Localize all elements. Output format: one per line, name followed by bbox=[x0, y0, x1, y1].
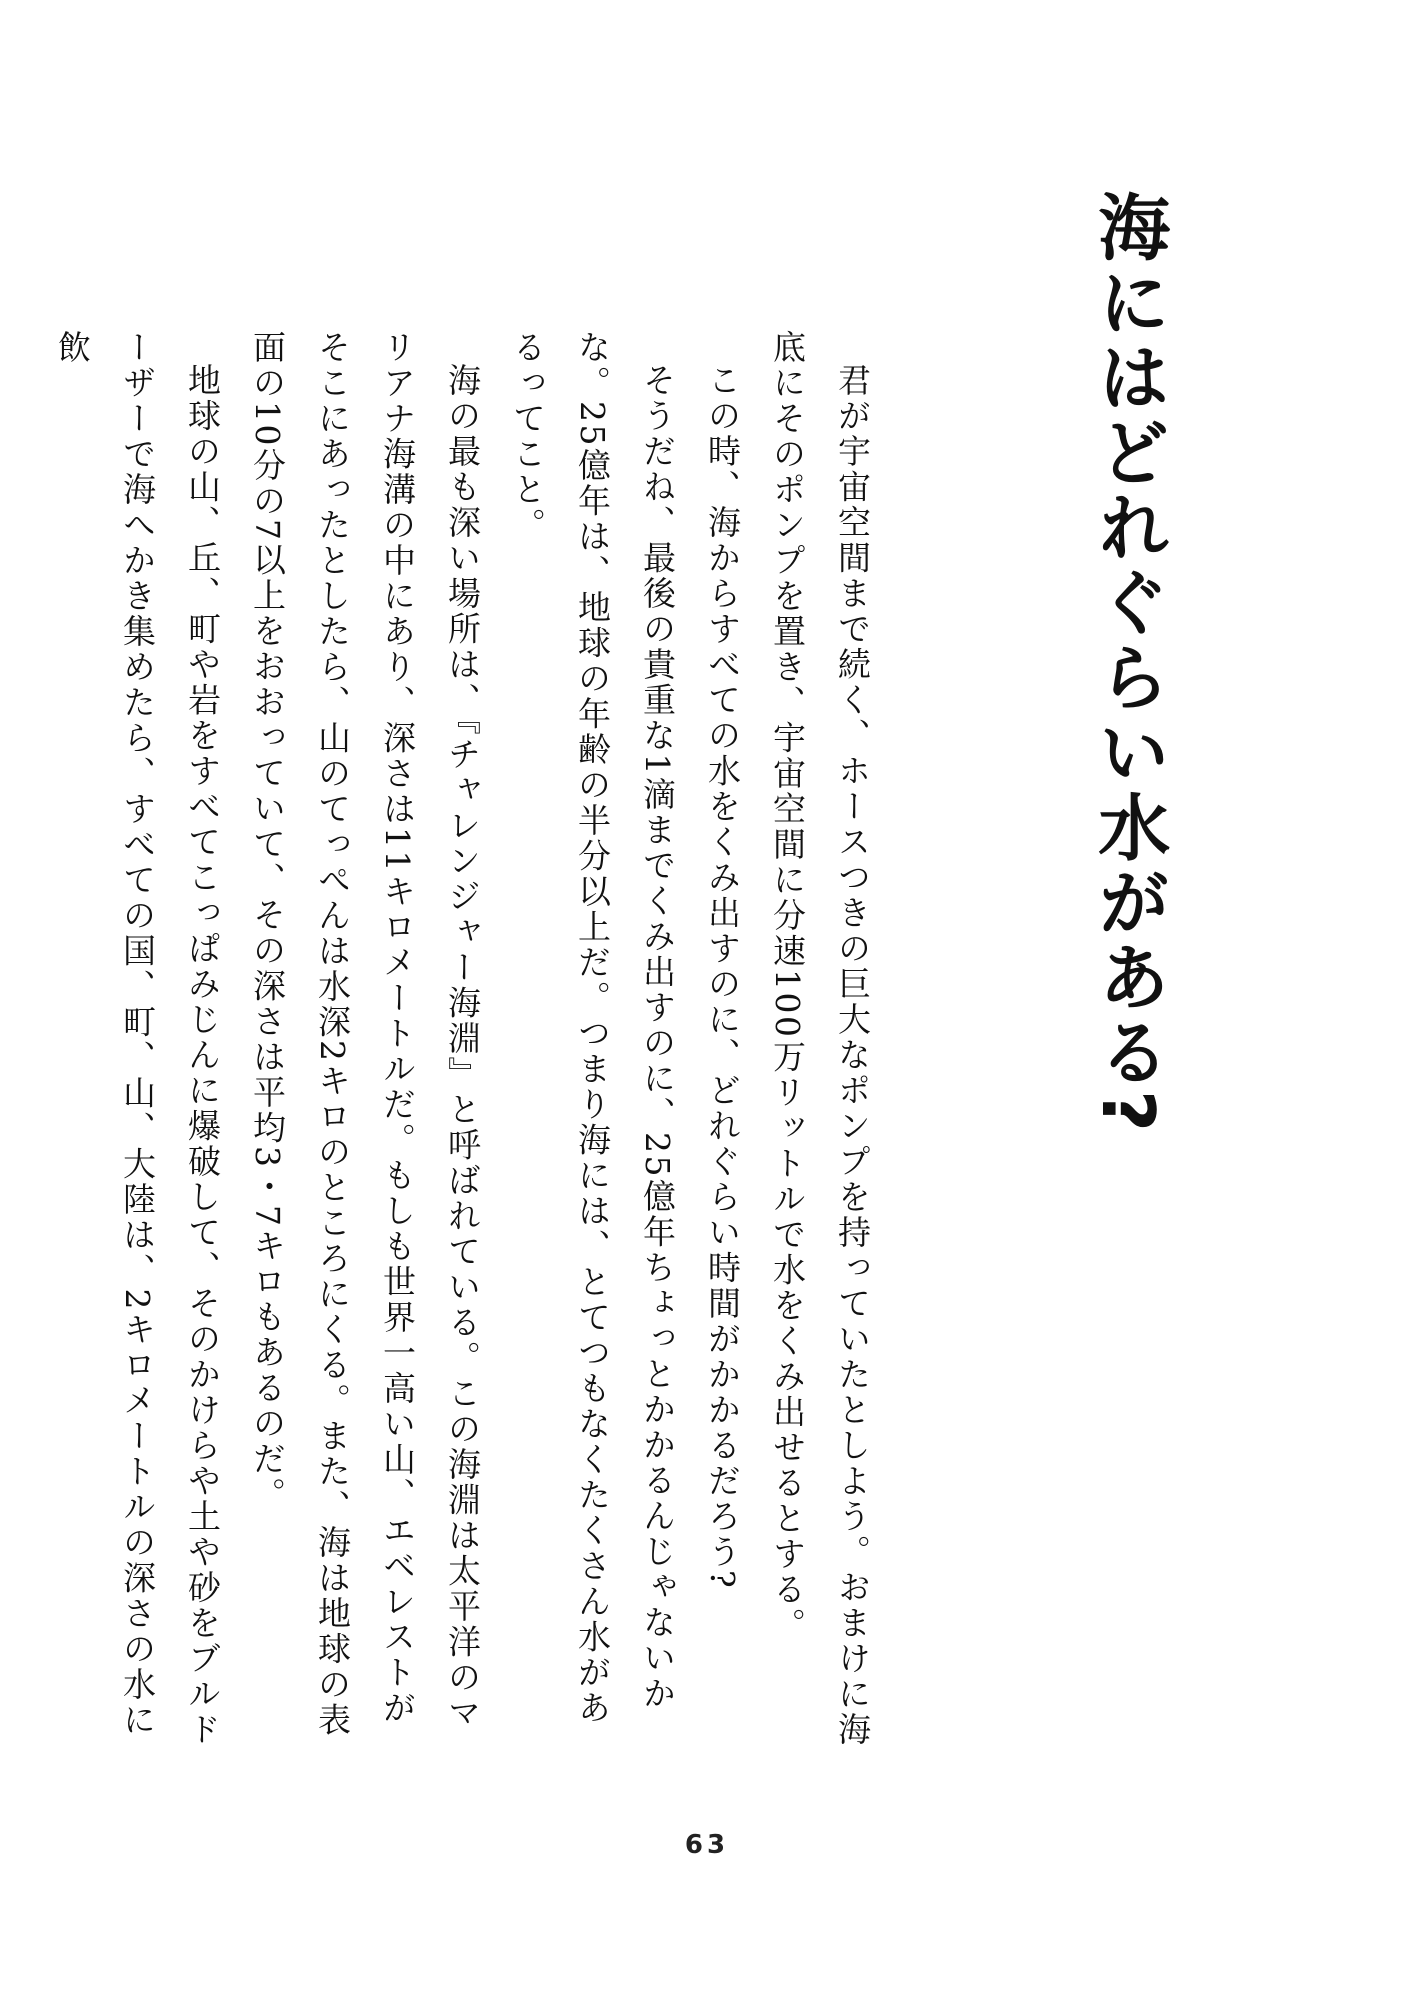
page-title: 海にはどれぐらい水がある? bbox=[1086, 190, 1171, 1135]
paragraph-1: 君が宇宙空間まで続く、ホースつきの巨大なポンプを持っていたとしよう。おまけに海底にそのポンプを置き、宇宙空間に分速100万リットルで水をくみ出せるとする。 bbox=[768, 330, 872, 1748]
paragraph-2: この時、海からすべての水をくみ出すのに、どれぐらい時間がかかるだろう? bbox=[703, 363, 742, 1591]
page-number: 63 bbox=[684, 1830, 730, 1860]
paragraph-3: そうだね、最後の貴重な1滴までくみ出すのに、25億年ちょっとかかるんじゃないかな。25億年は、地球の年齢の半分以上だ。つまり海には、とてつもなくたくさん水があるってこと。 bbox=[508, 330, 677, 1726]
body-text bbox=[53, 330, 885, 1750]
paragraph-4: 海の最も深い場所は、『チャレンジャー海淵』と呼ばれている。この海淵は太平洋のマリアナ海溝の中にあり、深さは11キロメートルだ。もしも世界一高い山、エベレストがそこにあったとしたら、山のてっぺんは水深2キロのところにくる。また、海は地球の表面の10分の7以上をおおっていて、その深さは平均3・7キロもあるのだ。 bbox=[248, 330, 482, 1738]
paragraph-5: 地球の山、丘、町や岩をすべてこっぱみじんに爆破して、そのかけらや土や砂をブルドーザーで海へかき集めたら、すべての国、町、山、大陸は、2キロメートルの深さの水に飲 bbox=[53, 330, 222, 1748]
